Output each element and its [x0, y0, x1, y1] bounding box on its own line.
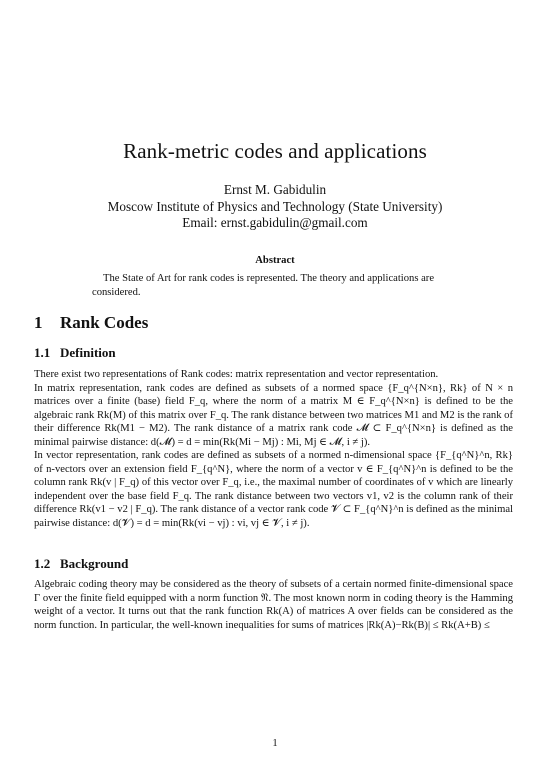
- abstract-heading: Abstract: [255, 255, 295, 266]
- subsection-title: Background: [60, 556, 129, 571]
- page-number: 1: [272, 738, 278, 749]
- paragraph: In vector representation, rank codes are defined as subsets of a normed n-dimensional space {F_{q^N}^n, Rk} of n-vectors over an extension field F_{q^N}, where the norm of a vector v ∈ F_{q^N}^n is defined to be the column rank Rk(v | F_q) of this vector over F_q, i.e., the maximal number of coordinates of v which are linearly independent over the base field F_q. The rank distance between two vectors v1, v2 is the column rank of their difference Rk(v1 − v2 | F_q). The rank distance of a vector rank code 𝓥 ⊂ F_{q^N}^n is defined as the minimal pairwise distance: d(𝓥) = d = min(Rk(vi − vj) : vi, vj ∈ 𝓥, i ≠ j).: [34, 450, 513, 529]
- subsection-number: 1.1: [34, 345, 51, 360]
- paper-title: Rank-metric codes and applications: [123, 139, 427, 163]
- subsection-heading-definition: [34, 345, 116, 361]
- section-heading: [34, 313, 148, 333]
- section-title: Rank Codes: [60, 313, 149, 332]
- author-name: Ernst M. Gabidulin: [223, 182, 327, 197]
- abstract-text: The State of Art for rank codes is represented. The theory and applications are considered.: [92, 273, 435, 298]
- author-block: [0, 182, 550, 232]
- background-body: [34, 578, 513, 632]
- subsection-heading-background: [34, 556, 128, 572]
- section-number: 1: [34, 313, 43, 332]
- author-email: Email: ernst.gabidulin@gmail.com: [182, 215, 368, 230]
- paragraph: There exist two representations of Rank codes: matrix representation and vector representation.: [34, 369, 439, 380]
- author-affiliation: Moscow Institute of Physics and Technology (State University): [107, 198, 443, 214]
- paragraph: Algebraic coding theory may be considered as the theory of subsets of a certain normed finite-dimensional space Γ over the finite field equipped with a norm function 𝔑. The most known norm in coding theory is the Hamming weight of a vector. It turns out that the rank function Rk(A) of matrices A over fields can be considered as the norm function. In particular, the well-known inequalities for sums of matrices |Rk(A)−Rk(B)| ≤ Rk(A+B) ≤: [34, 579, 513, 631]
- subsection-title: Definition: [60, 345, 116, 360]
- paragraph: In matrix representation, rank codes are defined as subsets of a normed space {F_q^{N×n}, Rk} of N × n matrices over a finite (base) field F_q, where the norm of a matrix M ∈ F_q^{N×n} is defined to be the algebraic rank Rk(M) of this matrix over F_q. The rank distance between two matrices M1 and M2 is the rank of their difference Rk(M1 − M2). The rank distance of a matrix rank code 𝓜 ⊂ F_q^{N×n} is defined as the minimal pairwise distance: d(𝓜) = d = min(Rk(Mi − Mj) : Mi, Mj ∈ 𝓜, i ≠ j).: [34, 382, 513, 448]
- definition-body: [34, 368, 513, 530]
- subsection-number: 1.2: [34, 556, 51, 571]
